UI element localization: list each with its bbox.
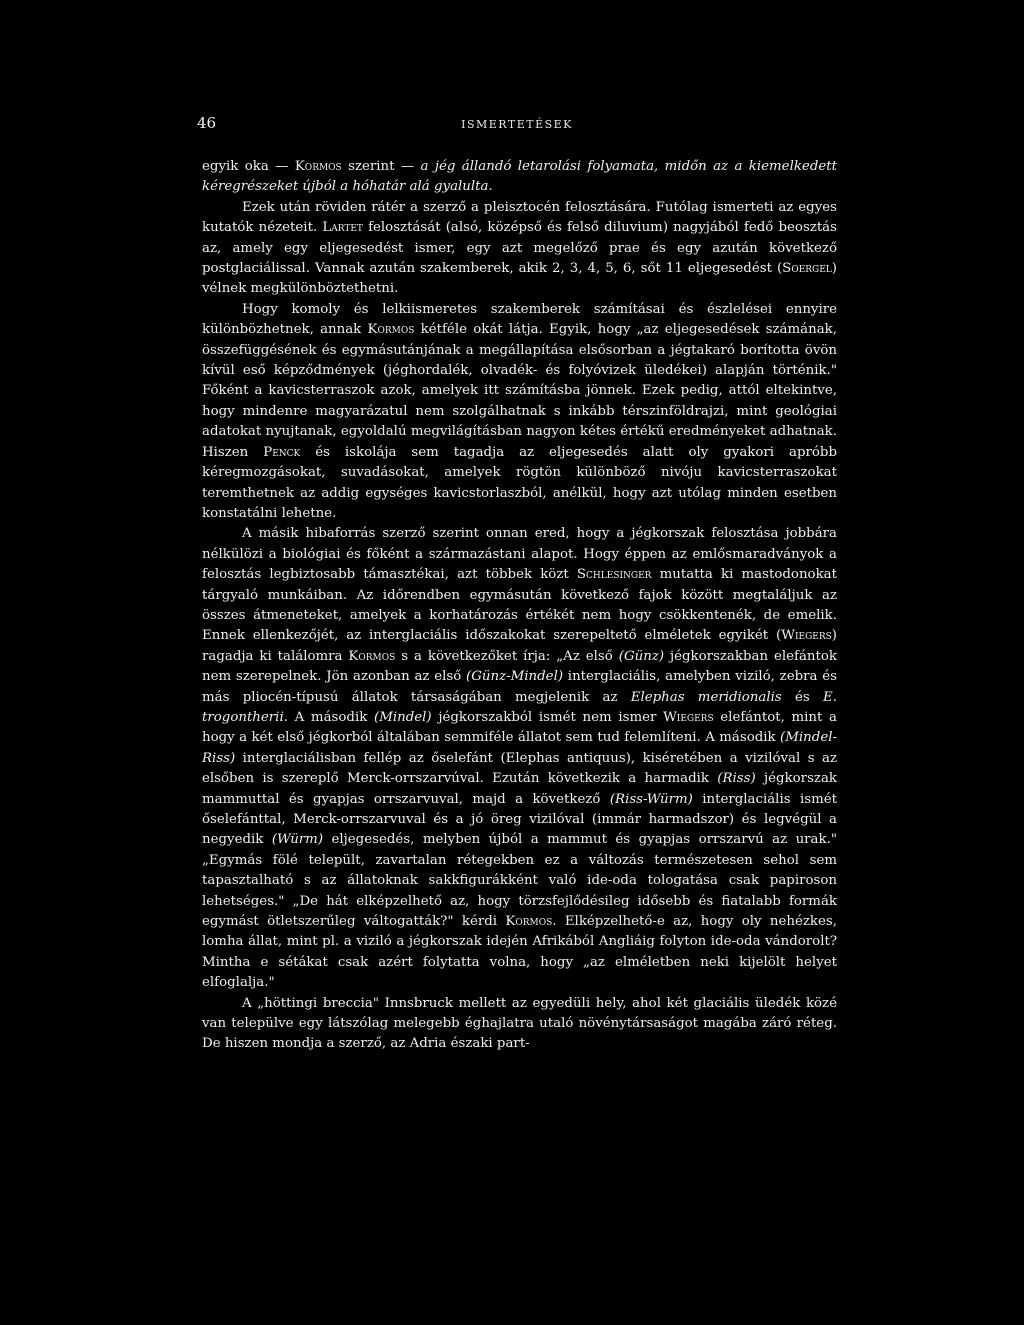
text-run: interglaciális ismét őselefánttal, Merck-orrszarvuval és a jó öreg vizilóval (immár harmadszor) és legvégül a negyedik <box>202 791 837 848</box>
italic-text: (Riss-Würm) <box>609 791 693 807</box>
text-run: mutatta ki mastodonokat tárgyaló munkáiban. Az időrendben egymásután következő fajok között megtaláljuk az összes átmeneteket, amelyek a korhatározás értékét nem hogy csökkentenék, de emelik. Ennek ellenkezőjét, az interglaciális időszakokat szerepeltető elméletek egyikét ( <box>202 567 837 644</box>
author-name: Kormos <box>367 322 415 338</box>
text-run: Hogy komoly és lelkiismeretes szakemberek számításai és észlelései ennyire különbözhetnek, annak <box>202 301 837 338</box>
italic-text: E. trogontherii. <box>202 689 837 725</box>
text-run: jégkorszakban elefántok nem szerepelnek. Jön azonban az első <box>202 648 837 685</box>
text-run: szerint — <box>341 159 421 174</box>
text-run: interglaciálisban fellép az őselefánt (Elephas antiquus), kiséretében a vizilóval s az elsőben is szereplő Merck-orrszarvúval. Ezután következik a harmadik <box>202 750 837 787</box>
text-run: és <box>781 689 824 705</box>
italic-text: (Mindel-Riss) <box>202 730 837 766</box>
italic-text: (Günz-Mindel) <box>466 669 564 685</box>
paragraph <box>202 994 837 1055</box>
paragraph <box>202 157 837 198</box>
author-name: Lartet <box>322 220 363 236</box>
text-run: A másik hibaforrás szerző szerint onnan ered, hogy a jégkorszak felosztása jobbára nélkülözi a biológiai és főként a származástani alapot. Hogy éppen az emlősmaradványok a felosztás legbiztosabb támasztékai, azt többek közt <box>202 526 837 583</box>
text-run: kétféle okát látja. Egyik, hogy „az eljegesedések számának, összefüggésének és egymásutánjának a megállapítása elsősorban a jégtakaró borította övön kívül eső képződmények (jéghordalék, olvadék- és folyóvizek üledékei) alapján történik." Főként a kavicsterraszok azok, amelyek itt számításba jönnek. Ezek pedig, attól eltekintve, hogy mindenre magyarázatul nem szolgálhatnak s inkább térszinföldrajzi, mint geológiai adatokat nyujtanak, egyoldalú megvilágításban nagyon kétes értékű eredményeket adhatnak. Hiszen <box>202 322 837 460</box>
text-run: ) vélnek megkülönböztethetni. <box>202 261 837 297</box>
paragraph <box>202 198 837 300</box>
text-run: és iskolája sem tagadja az eljegesedés alatt oly gyakori apróbb kéregmozgásokat, suvadásokat, amelyek rögtön különböző nivóju kavicsterraszokat teremthetnek az addig egységes kavicstorlaszból, anélkül, hogy azt utólag minden esetben konstatálni lehetne. <box>202 444 838 521</box>
paragraph <box>202 524 837 993</box>
author-name: Penck <box>263 444 301 460</box>
author-name: Kormos <box>294 159 342 174</box>
author-name: Wiegers <box>781 628 832 644</box>
author-name: Kormos <box>505 914 553 930</box>
text-run: felosztását (alsó, középső és felső diluvium) nagyjából fedő beosztás az, amely egy eljegesedést ismer, egy azt megelőző prae és egy azután következő postglaciálissal. Vannak azután szakemberek, akik 2, 3, 4, 5, 6, sőt 11 eljegesedést ( <box>202 220 837 277</box>
author-name: Kormos <box>348 648 396 664</box>
text-run: elefántot, mint a hogy a két első jégkorból általában semmiféle állatot sem tud felemlíteni. A második <box>202 709 838 746</box>
italic-text: Elephas meridionalis <box>630 689 782 705</box>
text-run: A második <box>287 709 374 725</box>
italic-text: (Mindel) <box>374 709 432 725</box>
author-name: Soergel <box>782 261 832 277</box>
running-head: ISMERTETÉSEK <box>461 118 573 131</box>
text-run: ) ragadja ki találomra <box>202 628 837 664</box>
page-header <box>197 114 837 138</box>
body-text <box>202 157 837 1055</box>
text-run: Ezek után röviden rátér a szerző a pleisztocén felosztására. Futólag ismerteti az egyes kutatók nézeteit. <box>202 199 837 236</box>
page-number: 46 <box>197 114 217 132</box>
text-run: s a következőket írja: „Az első <box>395 648 619 664</box>
text-run: eljegesedés, melyben újból a mammut és gyapjas orrszarvú az urak." „Egymás fölé települt, zavartalan rétegekben ez a változás természetesen sehol sem tapasztalható s az állatoknak sakkfigurákként való ide-oda tologatása csak papiroson lehetséges." „De hát elképzelhető az, hogy törzsfejlődésileg idősebb és fiatalabb formák egymást ötletszerűleg váltogatták?" kérdi <box>202 832 837 930</box>
italic-text: (Günz) <box>618 648 665 664</box>
italic-text: a jég állandó letarolási folyamata, midőn az a kiemelkedett kéregrészeket újból a hóhatár alá gyalulta. <box>202 159 837 195</box>
author-name: Wiegers <box>663 709 714 725</box>
italic-text: (Riss) <box>717 771 756 787</box>
text-run: jégkorszak mammuttal és gyapjas orrszarvuval, majd a következő <box>202 771 837 807</box>
italic-text: (Würm) <box>271 832 324 848</box>
author-name: Schlesinger <box>576 567 652 583</box>
text-run: . Elképzelhető-e az, hogy oly nehézkes, lomha állat, mint pl. a viziló a jégkorszak idején Afrikából Angliáig folyton ide-oda vándorolt? Mintha e sétákat csak azért folytatta volna, hogy „az elméletben neki kijelölt helyet elfoglalja." <box>202 914 837 991</box>
text-run: A „höttingi breccia" Innsbruck mellett az egyedüli hely, ahol két glaciális üledék közé van települve egy látszólag melegebb éghajlatra utaló növénytársaságot magába záró réteg. De hiszen mondja a szerző, az Adria északi part- <box>202 995 837 1052</box>
text-run: egyik oka — <box>202 159 295 174</box>
text-run: jégkorszakból ismét nem ismer <box>431 709 664 725</box>
text-run: interglaciális, amelyben viziló, zebra és más pliocén-típusú állatok társaságában megjelenik az <box>202 669 837 705</box>
paragraph <box>202 300 837 524</box>
